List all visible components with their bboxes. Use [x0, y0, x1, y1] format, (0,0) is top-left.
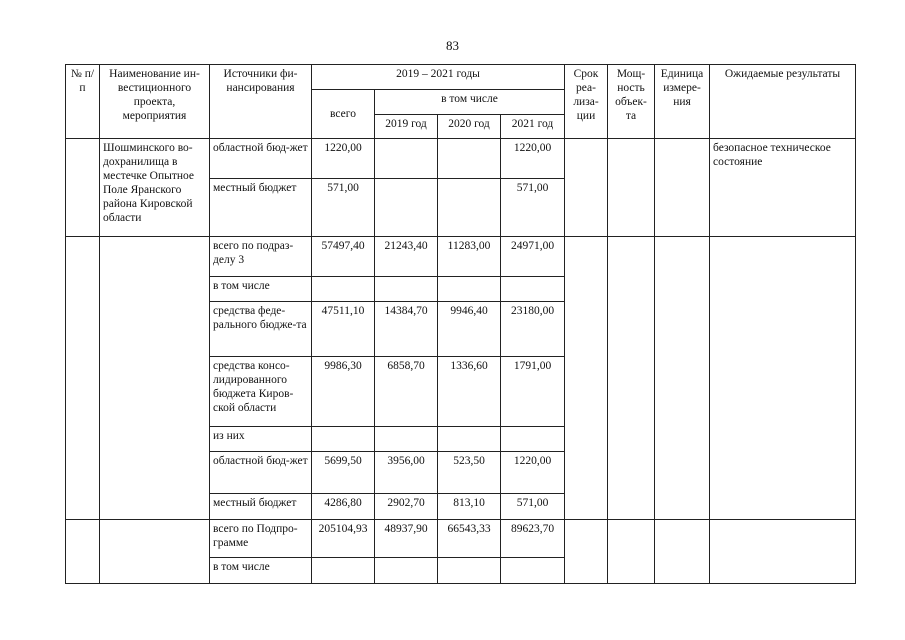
cell-term [565, 520, 608, 584]
cell-2020: 9946,40 [438, 302, 501, 357]
cell-total [312, 558, 375, 584]
cell-source: областной бюд-жет [210, 452, 312, 494]
cell-total: 9986,30 [312, 357, 375, 427]
cell-2020: 523,50 [438, 452, 501, 494]
cell-2019: 3956,00 [375, 452, 438, 494]
cell-capacity [608, 520, 655, 584]
page-number: 83 [446, 38, 459, 53]
header-unit: Единица измере-ния [655, 65, 710, 139]
cell-source: в том числе [210, 558, 312, 584]
cell-results [710, 520, 856, 584]
cell-results [710, 237, 856, 520]
cell-2020: 66543,33 [438, 520, 501, 558]
cell-total: 205104,93 [312, 520, 375, 558]
cell-total: 4286,80 [312, 494, 375, 520]
cell-2021 [501, 558, 565, 584]
table-row [66, 237, 856, 277]
cell-source: всего по Подпро-грамме [210, 520, 312, 558]
cell-2020 [438, 558, 501, 584]
cell-2019: 48937,90 [375, 520, 438, 558]
cell-2019 [375, 277, 438, 302]
header-results: Ожидаемые результаты [710, 65, 856, 139]
cell-capacity [608, 237, 655, 520]
cell-2021: 571,00 [501, 179, 565, 237]
header-sources: Источники фи-нансирования [210, 65, 312, 139]
cell-capacity [608, 139, 655, 237]
header-total: всего [312, 90, 375, 139]
cell-2021: 23180,00 [501, 302, 565, 357]
cell-2020 [438, 139, 501, 179]
cell-name [100, 520, 210, 584]
cell-unit [655, 237, 710, 520]
cell-2020: 813,10 [438, 494, 501, 520]
cell-2019 [375, 427, 438, 452]
cell-total [312, 427, 375, 452]
cell-total: 1220,00 [312, 139, 375, 179]
header-capacity: Мощ-ность объек-та [608, 65, 655, 139]
header-2020: 2020 год [438, 115, 501, 139]
header-no: № п/п [66, 65, 100, 139]
expected-result: безопасное техническое состояние [710, 139, 856, 237]
cell-no [66, 237, 100, 520]
cell-name [100, 237, 210, 520]
cell-2021 [501, 427, 565, 452]
cell-2021: 89623,70 [501, 520, 565, 558]
cell-2021: 571,00 [501, 494, 565, 520]
cell-source: местный бюджет [210, 179, 312, 237]
cell-unit [655, 139, 710, 237]
cell-2019 [375, 558, 438, 584]
cell-2020 [438, 277, 501, 302]
cell-2019: 2902,70 [375, 494, 438, 520]
cell-source: местный бюджет [210, 494, 312, 520]
cell-term [565, 139, 608, 237]
header-name: Наименование ин-вестиционного проекта, мероприятия [100, 65, 210, 139]
table-row [66, 520, 856, 558]
header-years-group: 2019 – 2021 годы [312, 65, 565, 90]
cell-total: 47511,10 [312, 302, 375, 357]
cell-source: областной бюд-жет [210, 139, 312, 179]
cell-2020: 11283,00 [438, 237, 501, 277]
cell-source: в том числе [210, 277, 312, 302]
cell-source: из них [210, 427, 312, 452]
cell-2019: 6858,70 [375, 357, 438, 427]
cell-2021: 1220,00 [501, 452, 565, 494]
cell-2020: 1336,60 [438, 357, 501, 427]
cell-2019: 21243,40 [375, 237, 438, 277]
cell-total: 5699,50 [312, 452, 375, 494]
header-including: в том числе [375, 90, 565, 115]
cell-term [565, 237, 608, 520]
cell-2021: 1220,00 [501, 139, 565, 179]
cell-source: средства феде-рального бюдже-та [210, 302, 312, 357]
cell-2020 [438, 179, 501, 237]
project-name: Шошминского во-дохранилища в местечке Опытное Поле Яранского района Кировской области [100, 139, 210, 237]
investment-table [65, 64, 856, 584]
cell-no [66, 139, 100, 237]
cell-source: всего по подраз-делу 3 [210, 237, 312, 277]
header-2021: 2021 год [501, 115, 565, 139]
cell-unit [655, 520, 710, 584]
cell-2020 [438, 427, 501, 452]
cell-2021: 1791,00 [501, 357, 565, 427]
cell-total: 571,00 [312, 179, 375, 237]
cell-2021: 24971,00 [501, 237, 565, 277]
cell-source: средства консо-лидированного бюджета Киров-ской области [210, 357, 312, 427]
cell-2019 [375, 139, 438, 179]
header-2019: 2019 год [375, 115, 438, 139]
cell-2019 [375, 179, 438, 237]
cell-total: 57497,40 [312, 237, 375, 277]
cell-2019: 14384,70 [375, 302, 438, 357]
cell-total [312, 277, 375, 302]
table-row [66, 139, 856, 179]
cell-no [66, 520, 100, 584]
header-term: Срок реа-лиза-ции [565, 65, 608, 139]
cell-2021 [501, 277, 565, 302]
